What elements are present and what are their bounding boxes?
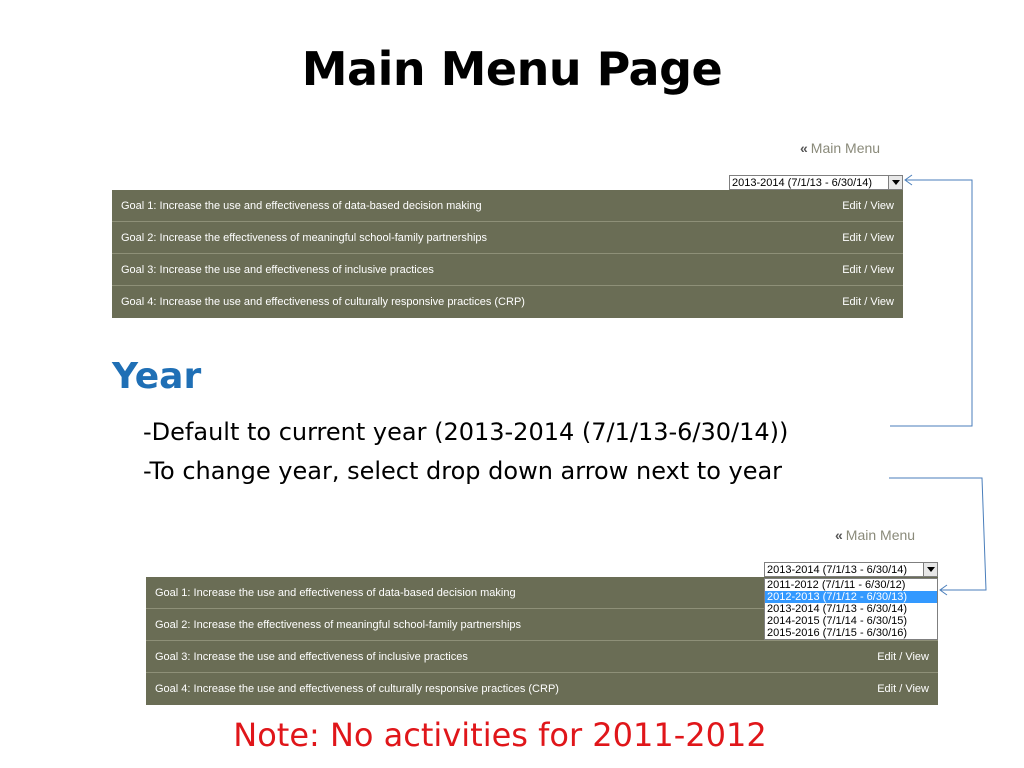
edit-view-link[interactable]: Edit / View (842, 231, 894, 244)
year-option[interactable]: 2013-2014 (7/1/13 - 6/30/14) (767, 603, 908, 615)
year-option-highlighted[interactable]: 2012-2013 (7/1/12 - 6/30/13) (765, 591, 937, 603)
goal-label: Goal 3: Increase the use and effectiveness of inclusive practices (121, 263, 434, 276)
year-select-bottom[interactable] (764, 562, 938, 577)
edit-view-link[interactable]: Edit / View (877, 650, 929, 663)
note-text: Note: No activities for 2011-2012 (233, 716, 767, 754)
goal-row (112, 286, 903, 318)
year-option[interactable]: 2011-2012 (7/1/11 - 6/30/12) (767, 579, 906, 591)
goal-row (112, 222, 903, 254)
goal-row (112, 190, 903, 222)
edit-view-link[interactable]: Edit / View (842, 263, 894, 276)
goal-label: Goal 4: Increase the use and effectiveness of culturally responsive practices (CRP) (121, 296, 525, 308)
main-menu-link-label: Main Menu (845, 527, 916, 543)
goal-label: Goal 1: Increase the use and effectiveness of data-based decision making (155, 586, 516, 599)
edit-view-link[interactable]: Edit / View (842, 296, 894, 308)
year-select-value: 2013-2014 (7/1/13 - 6/30/14) (732, 177, 873, 189)
arrow-head-bottom (940, 585, 947, 595)
year-dropdown-list (764, 578, 938, 640)
main-menu-link-label: Main Menu (810, 140, 881, 156)
year-select-value: 2013-2014 (7/1/13 - 6/30/14) (767, 564, 908, 576)
main-menu-link-bottom[interactable] (835, 527, 915, 543)
goal-row (146, 673, 938, 705)
goal-row (112, 254, 903, 286)
slide-title: Main Menu Page (301, 42, 723, 96)
edit-view-link[interactable]: Edit / View (842, 199, 894, 212)
year-select-top[interactable] (729, 175, 903, 190)
bullet-default-year: -Default to current year (2013-2014 (7/1/13-6/30/14)) (143, 418, 789, 446)
year-option[interactable]: 2015-2016 (7/1/15 - 6/30/16) (767, 627, 908, 639)
goal-label: Goal 3: Increase the use and effectiveness of inclusive practices (155, 650, 468, 663)
arrow-head-top (905, 175, 912, 185)
goal-label: Goal 2: Increase the effectiveness of meaningful school-family partnerships (155, 618, 522, 631)
goal-label: Goal 2: Increase the effectiveness of meaningful school-family partnerships (121, 231, 488, 244)
year-option[interactable]: 2014-2015 (7/1/14 - 6/30/15) (767, 615, 908, 627)
dropdown-arrow-icon[interactable] (923, 563, 937, 576)
goal-row (146, 641, 938, 673)
double-chevron-left-icon: « (800, 140, 808, 156)
goal-label: Goal 1: Increase the use and effectiveness of data-based decision making (121, 199, 482, 212)
goal-label: Goal 4: Increase the use and effectiveness of culturally responsive practices (CRP) (155, 683, 559, 695)
main-menu-link-top[interactable] (800, 140, 880, 156)
goals-table-top (112, 190, 903, 318)
double-chevron-left-icon: « (835, 527, 843, 543)
bullet-change-year: -To change year, select drop down arrow next to year (143, 457, 783, 485)
dropdown-arrow-icon[interactable] (888, 176, 902, 189)
edit-view-link[interactable]: Edit / View (877, 683, 929, 695)
year-heading: Year (112, 356, 202, 397)
